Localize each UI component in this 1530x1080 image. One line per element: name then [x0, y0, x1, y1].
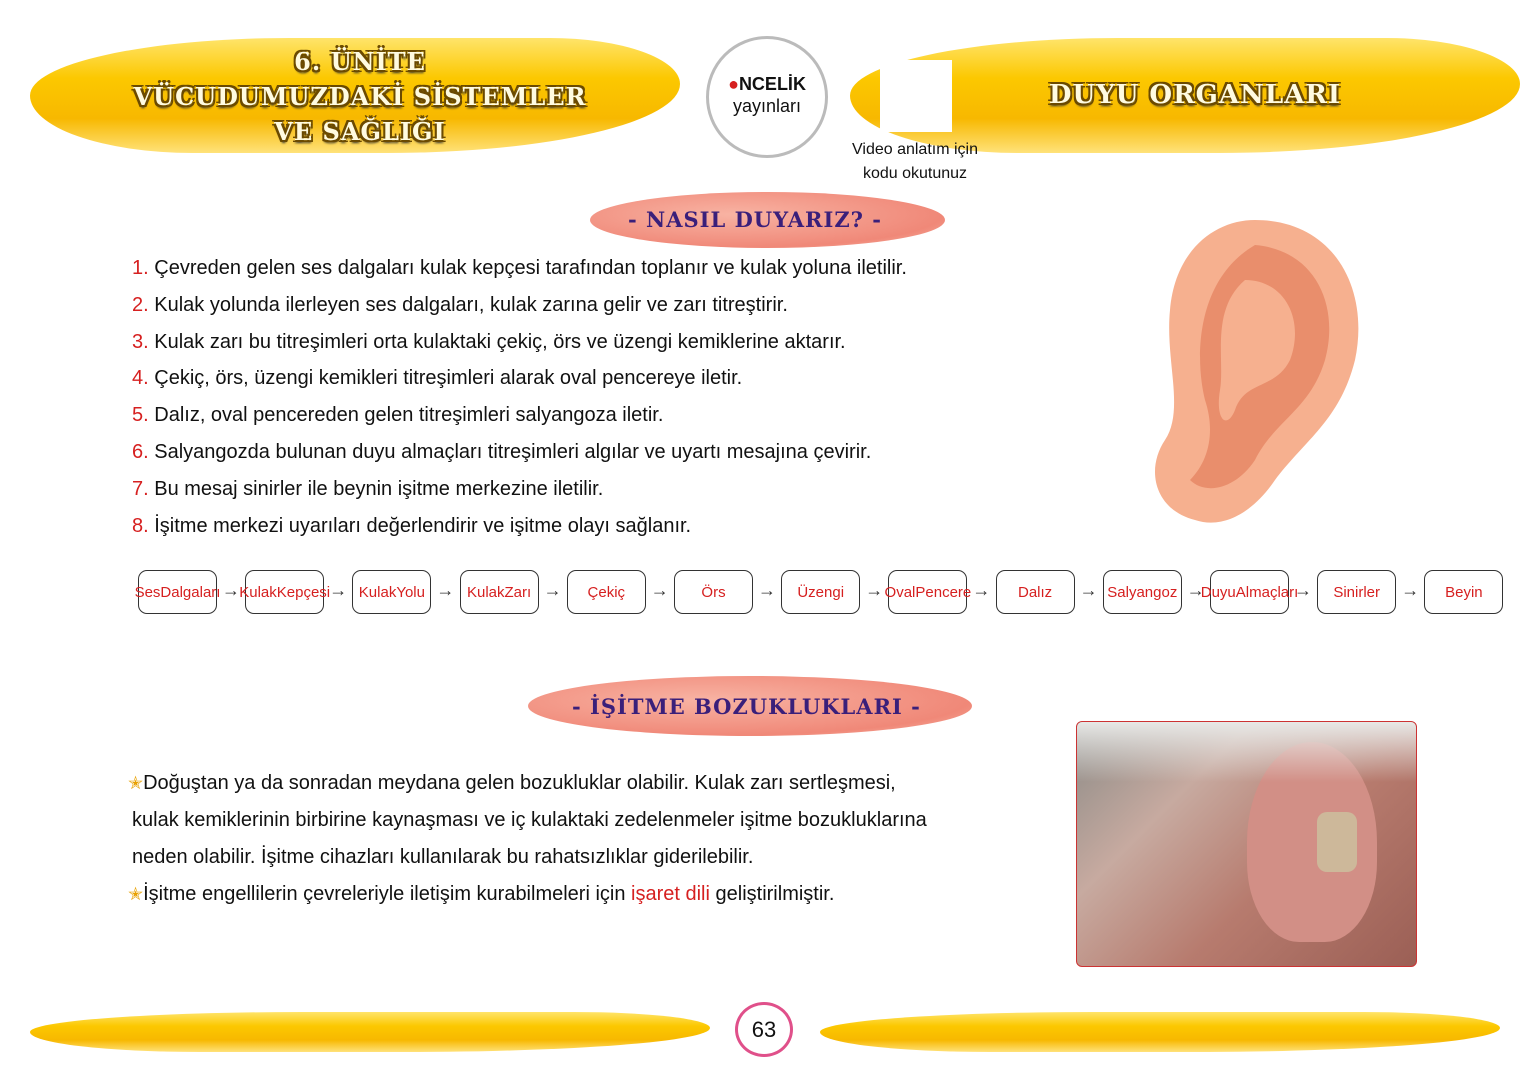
flow-step-box [1424, 570, 1503, 614]
step-item [132, 477, 603, 501]
arrow-right-icon: → [650, 580, 669, 600]
flow-step-box [674, 570, 753, 614]
section-title-hearing-disorders: - İŞİTME BOZUKLUKLARI - [572, 694, 921, 719]
step-item [132, 330, 846, 354]
arrow-right-icon: → [972, 580, 991, 600]
arrow-right-icon: → [865, 580, 884, 600]
highlight-sign-language: işaret dili [631, 883, 710, 905]
text: İşitme engellilerin çevreleriyle iletişim kurabilmeleri için [143, 883, 632, 905]
text: geliştirilmiştir. [709, 883, 835, 905]
flow-step-label: Almaçları [1235, 583, 1299, 601]
step-number: 4. [132, 367, 149, 390]
footer-right-stripe [820, 1012, 1500, 1052]
step-text: Çekiç, örs, üzengi kemikleri titreşimleri alarak oval pencereye iletir. [154, 367, 743, 390]
flow-step-box [460, 570, 539, 614]
flow-step-label: Kulak [466, 583, 505, 601]
step-text: Çevreden gelen ses dalgaları kulak kepçesi tarafından toplanır ve kulak yoluna iletilir. [154, 257, 907, 279]
paragraph-1-line-3: neden olabilir. İşitme cihazları kullanılarak bu rahatsızlıklar giderilebilir. [132, 846, 754, 868]
step-number: 6. [132, 441, 149, 463]
step-text: Dalız, oval pencereden gelen titreşimleri salyangoza iletir. [154, 404, 664, 427]
step-text: Bu mesaj sinirler ile beynin işitme merkezine iletilir. [154, 477, 604, 500]
flow-step-label: Üzengi [797, 583, 845, 601]
flow-step-box [1200, 570, 1299, 614]
step-text: Kulak zarı bu titreşimleri orta kulaktaki çekiç, örs ve üzengi kemiklerine aktarır. [154, 330, 846, 353]
arrow-right-icon: → [1294, 580, 1312, 600]
section-title-how-we-hear: - NASIL DUYARIZ? - [628, 207, 882, 232]
arrow-right-icon: → [222, 580, 240, 600]
flow-step-label: Pencere [915, 583, 972, 601]
text: Doğuştan ya da sonradan meydana gelen bozukluklar olabilir. Kulak zarı sertleşmesi, [143, 772, 896, 794]
arrow-right-icon: → [1401, 580, 1420, 600]
step-text: Kulak yolunda ilerleyen ses dalgaları, kulak zarına gelir ve zarı titreştirir. [154, 293, 788, 316]
qr-caption [825, 138, 1005, 186]
flow-step-label: Beyin [1445, 583, 1483, 601]
flow-step-box [239, 570, 331, 614]
paragraph-2 [128, 882, 834, 906]
arrow-right-icon: → [758, 580, 776, 600]
unit-title [90, 44, 630, 149]
flow-step-label: Salyangoz [1107, 583, 1178, 601]
topic-title: DUYU ORGANLARI [1048, 80, 1342, 110]
unit-number: 6. ÜNİTE [294, 47, 426, 76]
flow-step-label: Kepçesi [276, 583, 331, 601]
flow-step-box [884, 570, 972, 614]
qr-caption-2: kodu okutunuz [862, 165, 968, 182]
arrow-right-icon: → [329, 580, 348, 600]
flow-step-label: Çekiç [587, 583, 626, 601]
arrow-right-icon: → [1186, 580, 1205, 600]
step-item [132, 366, 742, 390]
flow-step-label: Zarı [504, 583, 532, 601]
arrow-right-icon: → [543, 580, 562, 600]
flow-step-label: Duyu [1200, 583, 1236, 601]
qr-caption-1: Video anlatım için [852, 141, 978, 158]
step-number: 7. [132, 477, 149, 500]
step-item [132, 514, 691, 538]
paragraph-1-line-1 [128, 771, 896, 795]
logo-name: NCELİK [738, 74, 806, 94]
flow-step-label: Örs [701, 583, 726, 601]
unit-name-2: VE SAĞLIĞI [274, 117, 446, 146]
page-number-badge [735, 1002, 793, 1057]
step-number: 5. [132, 404, 149, 427]
star-icon: ✭ [128, 773, 144, 793]
ear-illustration [1135, 210, 1375, 530]
step-number: 3. [132, 330, 149, 353]
arrow-right-icon: → [436, 580, 455, 600]
footer-left-stripe [30, 1012, 710, 1052]
publisher-logo: ●NCELİK yayınları [706, 36, 828, 158]
hearing-aid-photo [1076, 721, 1417, 967]
flow-step-label: Dalgaları [160, 583, 221, 601]
flow-step-label: Yolu [396, 583, 425, 601]
flow-step-box [781, 570, 860, 614]
logo-subtitle: yayınları [732, 96, 802, 116]
qr-code[interactable] [880, 60, 952, 132]
flow-step-label: Kulak [239, 583, 277, 601]
flow-step-label: Kulak [358, 583, 397, 601]
flow-step-box [1103, 570, 1182, 614]
step-item [132, 403, 663, 427]
step-item [132, 256, 907, 280]
step-number: 8. [132, 514, 149, 537]
flow-step-label: Ses [134, 583, 161, 601]
step-text: Salyangozda bulunan duyu almaçları titreşimleri algılar ve uyartı mesajına çevirir. [154, 441, 872, 463]
unit-name: VÜCUDUMUZDAKİ SİSTEMLER [133, 82, 587, 111]
step-item [132, 293, 788, 317]
arrow-right-icon: → [1079, 580, 1098, 600]
flow-step-box [1317, 570, 1396, 614]
step-item [132, 440, 871, 464]
flow-step-box [134, 570, 221, 614]
flow-step-label: Oval [884, 583, 916, 601]
step-number: 2. [132, 293, 149, 316]
step-text: İşitme merkezi uyarıları değerlendirir ve işitme olayı sağlanır. [154, 514, 692, 537]
page-number: 63 [751, 1016, 777, 1042]
flow-step-label: Dalız [1018, 583, 1053, 601]
flow-step-box [567, 570, 646, 614]
star-icon: ✭ [128, 884, 144, 904]
flow-step-box [352, 570, 431, 614]
flow-step-label: Sinirler [1333, 583, 1381, 601]
flow-step-box [996, 570, 1075, 614]
step-number: 1. [132, 257, 149, 279]
paragraph-1-line-2: kulak kemiklerinin birbirine kaynaşması ve iç kulaktaki zedelenmeler işitme bozukluklarına [132, 809, 927, 831]
